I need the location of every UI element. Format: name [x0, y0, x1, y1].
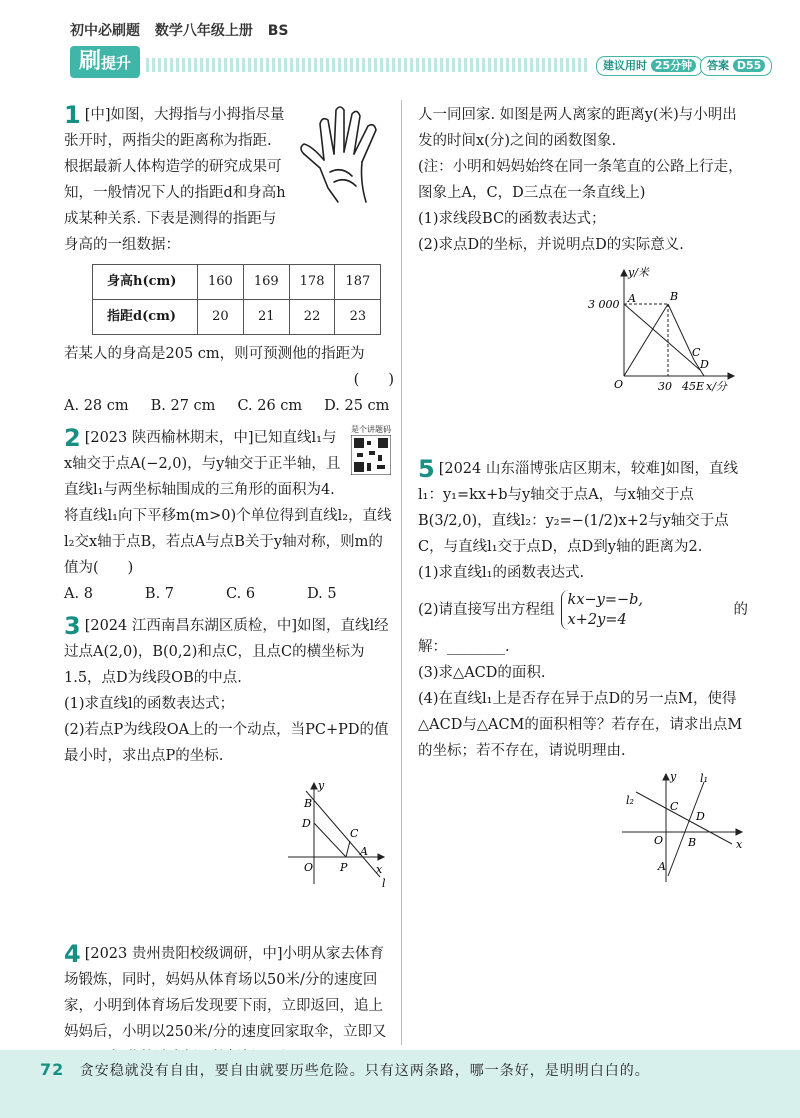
table-row	[93, 300, 381, 335]
q4-figure	[588, 264, 738, 394]
q3-part-2: (2)若点P为线段OA上的一个动点，当PC+PD的值最小时，求出点P的坐标.	[64, 722, 389, 764]
question-number: 2	[64, 424, 81, 452]
q4-text: [2023 贵州贵阳校级调研，中]小明从家去体育场锻炼，同时，妈妈从体育场以50米/分的速度回家，小明到体育场后发现要下雨，立即返回，追上妈妈后，小明以250米/分的速度回家取伞，立即又	[64, 946, 387, 1040]
option: A. 28 cm	[64, 398, 129, 414]
qr-label: 是个讲题码	[351, 425, 391, 434]
book-title: 初中必刷题	[70, 23, 140, 39]
q4-note: (注：小明和妈妈始终在同一条笔直的公路上行走，图象上A，C，D三点在一条直线上)	[418, 159, 743, 201]
table-row-label: 身高h(cm)	[93, 265, 198, 300]
point-label: P	[340, 861, 348, 874]
option: A. 8	[64, 586, 93, 602]
axis-y-label: y	[318, 779, 325, 792]
options	[64, 393, 394, 419]
answer-blank: 解：________.	[418, 639, 510, 655]
point-label: D	[302, 817, 311, 830]
section-brand: 刷提升	[70, 46, 140, 78]
option: C. 26 cm	[237, 398, 303, 414]
option: B. 7	[144, 586, 175, 602]
tick-label: 45	[682, 380, 696, 393]
q3-part-1: (1)求直线l的函数表达式；	[64, 696, 235, 712]
point-label: D	[700, 358, 709, 371]
q4-part-2: (2)求点D的坐标，并说明点D的实际意义.	[418, 237, 684, 253]
point-label: A	[628, 292, 636, 305]
question-number: 5	[418, 455, 435, 483]
point-label: B	[304, 797, 313, 810]
column-divider	[401, 100, 402, 1045]
line-label: l₁	[700, 772, 708, 785]
page-number: 72	[40, 1060, 65, 1079]
edition-label: BS	[267, 23, 289, 39]
option: D. 25 cm	[324, 398, 390, 414]
point-label: A	[658, 860, 666, 873]
table-cell: 21	[243, 300, 289, 335]
point-label: E	[696, 380, 705, 393]
table-cell: 20	[198, 300, 244, 335]
point-label: C	[350, 827, 359, 840]
point-label: C	[670, 800, 679, 813]
time-pill: 建议用时 25分钟	[596, 56, 703, 76]
point-label: O	[614, 378, 624, 391]
question-3	[64, 613, 394, 889]
axis-y-label: y/米	[628, 266, 649, 279]
q5-part-4: (4)在直线l₁上是否存在异于点D的另一点M，使得△ACD与△ACM的面积相等？若存在，请求出点M的坐标；若不存在，请说明理由.	[418, 691, 743, 759]
header-stripe	[146, 58, 590, 72]
running-header	[70, 20, 299, 40]
point-label: D	[696, 810, 705, 823]
q1-text-2: 若某人的身高是205 cm，则可预测他的指距为	[64, 346, 365, 362]
table-row	[93, 265, 381, 300]
table-cell: 187	[335, 265, 381, 300]
q3-text: [2024 江西南昌东湖区质检，中]如图，直线l经过点A(2,0)，B(0,2)和点C，且点C的横坐标为1.5，点D为线段OB的中点.	[64, 618, 389, 686]
answer-paren: ( )	[353, 372, 394, 388]
question-5	[418, 456, 748, 885]
q3-figure	[284, 779, 394, 889]
axis-x-label: x	[376, 863, 383, 876]
table-cell: 23	[335, 300, 381, 335]
tick-label: 30	[658, 380, 672, 393]
options	[64, 581, 394, 607]
q4-part-1: (1)求线段BC的函数表达式；	[418, 211, 606, 227]
q5-part-3: (3)求△ACD的面积.	[418, 665, 546, 681]
line-label: l	[382, 877, 386, 889]
qr-block	[348, 425, 394, 489]
tick-label: 3 000	[588, 298, 620, 311]
subject-title: 数学八年级上册	[154, 23, 253, 39]
q5-part-2: (2)请直接写出方程组 kx−y=−b, x+2y=4 的	[418, 592, 748, 628]
point-label: C	[692, 346, 701, 359]
right-column	[418, 102, 748, 885]
question-1	[64, 102, 394, 419]
footer	[40, 1060, 650, 1080]
option: B. 27 cm	[150, 398, 216, 414]
hand-icon	[294, 102, 394, 207]
point-label: B	[670, 290, 679, 303]
axis-x-label: x/分	[706, 380, 727, 393]
q2-text: [2023 陕西榆林期末，中]已知直线l₁与x轴交于点A(−2,0)，与y轴交于正半轴，且直线l₁与两坐标轴围成的三角形的面积为4. 将直线l₁向下平移m(m>0)个单位得到直线l₂，直线l₂交x轴于点B，若点A与点B关于y轴对称，则m的值为( )	[64, 430, 392, 576]
option: C. 6	[226, 586, 256, 602]
q5-text: [2024 山东淄博张店区期末，较难]如图，直线l₁：y₁=kx+b与y轴交于点A，与x轴交于点B(3/2,0)，直线l₂：y₂=−(1/2)x+2与y轴交于点C，与直线l₁交于点D，点D到y轴的距离为2.	[418, 461, 739, 555]
q5-part-1: (1)求直线l₁的函数表达式.	[418, 565, 585, 581]
question-number: 1	[64, 101, 81, 129]
axis-y-label: y	[670, 770, 677, 783]
answer-pill: 答案 D55	[700, 56, 772, 76]
question-number: 4	[64, 940, 81, 968]
qr-code-icon[interactable]	[351, 435, 391, 475]
q1-text: [中]如图，大拇指与小拇指尽量张开时，两指尖的距离称为指距. 根据最新人体构造学的研究成果可知，一般情况下人的指距d和身高h成某种关系. 下表是测得的指距与身高的一组数据：	[64, 107, 286, 253]
point-label: B	[688, 836, 697, 849]
data-table	[92, 264, 381, 335]
q5-figure	[618, 770, 748, 885]
left-column	[64, 102, 394, 1071]
table-row-label: 指距d(cm)	[93, 300, 198, 335]
question-2	[64, 425, 394, 607]
footer-motto: 贪安稳就没有自由，要自由就要历些危险。只有这两条路，哪一条好，是明明白白的。	[79, 1063, 650, 1079]
table-cell: 22	[289, 300, 335, 335]
question-number: 3	[64, 612, 81, 640]
point-label: A	[360, 845, 368, 858]
q4-continued: 人一同回家. 如图是两人离家的距离y(米)与小明出发的时间x(分)之间的函数图象.	[418, 107, 737, 149]
table-cell: 178	[289, 265, 335, 300]
table-cell: 169	[243, 265, 289, 300]
table-cell: 160	[198, 265, 244, 300]
axis-x-label: x	[736, 838, 743, 851]
equation-system: kx−y=−b, x+2y=4	[561, 590, 644, 630]
option: D. 5	[307, 586, 337, 602]
point-label: O	[304, 861, 314, 874]
line-label: l₂	[626, 794, 634, 807]
point-label: O	[654, 834, 664, 847]
